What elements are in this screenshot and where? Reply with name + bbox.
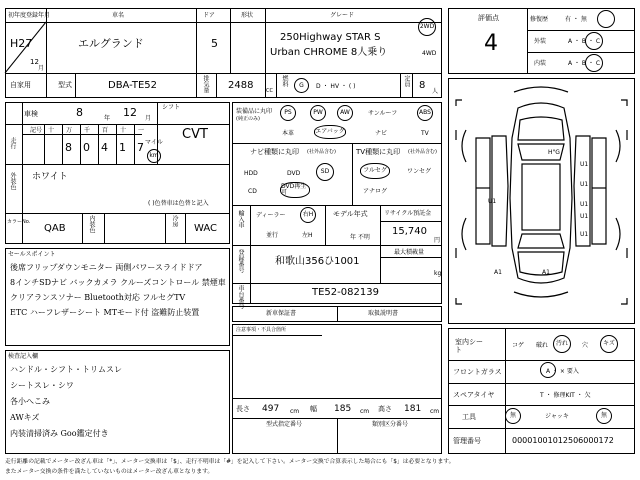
sales-point-line: クリアランスソナー Bluetooth対応 フルセグTV xyxy=(10,293,186,302)
sales-point-line: 8インチSDナビ バックカメラ クルーズコントロール 禁煙車 xyxy=(10,278,226,287)
import-label: 輸入車 xyxy=(237,210,244,228)
seat-opt-burn: コゲ xyxy=(512,342,525,349)
mark-u1-d: U1 xyxy=(580,201,589,208)
repair-options: 有 ・ 無 xyxy=(565,16,587,23)
inspector-line: 各小へこみ xyxy=(10,397,50,406)
registration-label: 登録番号 xyxy=(237,249,244,273)
drive-2wd: 2WD xyxy=(419,23,435,30)
type-spec-label: 型式指定番号 xyxy=(266,421,303,428)
load-label: 最大積載量 xyxy=(394,249,425,256)
seat-opt-scratch: キズ xyxy=(600,335,618,353)
inspection-month: 12 xyxy=(123,106,137,119)
sales-point-line: 後席フリップダウンモニター 両側パワースライドドア xyxy=(10,263,203,272)
score-value: 4 xyxy=(484,31,498,56)
grade-line1: 250Highway STAR S xyxy=(280,32,381,43)
front-glass-options: A ・ × 要入 xyxy=(546,368,579,375)
mileage-unit: 百 xyxy=(102,127,109,134)
use-value: 自家用 xyxy=(10,81,31,89)
equip-leather: 本革 xyxy=(282,130,295,137)
fuel-others: D ・ HV ・ ( ) xyxy=(316,83,356,90)
chassis-label: 車台番号 xyxy=(237,285,244,309)
manual-label: 取扱説明書 xyxy=(368,310,399,317)
drive-4wd: 4WD xyxy=(422,50,437,57)
height-value: 181 xyxy=(404,404,422,414)
equip-abs: ABS xyxy=(417,105,433,121)
footer-line2: またメーター交換の条件を満たしていないものはメーター改ざん車となります。 xyxy=(5,469,214,475)
mileage-unit: 万 xyxy=(66,127,73,134)
mileage-digit: 0 xyxy=(83,141,90,154)
width-value: 185 xyxy=(334,404,352,414)
tools-none-circle: 無 xyxy=(505,408,521,424)
aircon-value: WAC xyxy=(194,223,217,234)
load-unit: kg xyxy=(434,270,442,277)
equipment-label: 装備品に丸印 xyxy=(236,108,273,115)
grade-label: グレード xyxy=(330,12,355,19)
inspector-line: 内装清掃済み Goo鑑定付き xyxy=(10,429,109,438)
color-no-label: カラーNo. xyxy=(7,219,31,225)
shape-label: 形状 xyxy=(241,12,254,19)
mark-a1-b: A1 xyxy=(542,269,550,276)
mileage-unit: 十 xyxy=(48,127,55,134)
front-glass-label: フロントガラス xyxy=(453,368,502,376)
equip-nav: ナビ xyxy=(375,130,388,137)
fuel-label: 燃料 xyxy=(281,75,288,87)
inspection-month-unit: 月 xyxy=(145,115,152,122)
repair-label: 修復歴 xyxy=(530,16,549,23)
mileage-unit: 十 xyxy=(120,127,127,134)
capacity-unit: 人 xyxy=(432,88,439,95)
mileage-digit: 8 xyxy=(65,141,72,154)
capacity-value: 8 xyxy=(419,80,426,91)
mileage-digit: 4 xyxy=(101,141,108,154)
grade-line2: Urban CHROME 8人乗り xyxy=(270,47,388,58)
score-label: 評価点 xyxy=(478,14,499,22)
exterior-options: A ・ B ・ C xyxy=(568,38,601,45)
class-label: 類別区分番号 xyxy=(372,421,409,428)
tv-oneseg: ワンセグ xyxy=(407,168,432,175)
height-unit: cm xyxy=(430,408,440,415)
mark-u1-e: U1 xyxy=(580,213,589,220)
width-unit: cm xyxy=(360,408,370,415)
model-label: 型式 xyxy=(58,81,72,89)
seat-opt-tear: 破れ xyxy=(536,342,549,349)
mile-label: マイル xyxy=(145,139,163,146)
model-year-value: 年 不明 xyxy=(350,234,370,241)
fuel-value: G xyxy=(299,81,304,89)
nav-hdd: HDD xyxy=(244,170,258,177)
exterior-color-value: ホワイト xyxy=(32,172,68,182)
equip-aw: AW xyxy=(337,105,353,121)
equip-sunroof: サンルーフ xyxy=(368,110,398,117)
sales-point-line: ETC ハーフレザーシート MTモード付 盗難防止装置 xyxy=(10,308,200,317)
handle-left: 左H xyxy=(302,232,313,239)
length-unit: cm xyxy=(290,408,300,415)
exterior-color-note: ( )色替車は色替と記入 xyxy=(148,200,209,207)
nav-sd: SD xyxy=(316,163,334,181)
tv-analog: アナログ xyxy=(363,188,388,195)
tv-fullseg: フルセグ xyxy=(360,163,390,179)
inspection-year: 8 xyxy=(76,106,83,119)
model-value: DBA-TE52 xyxy=(108,80,158,91)
door-label: ドア xyxy=(203,12,215,19)
exterior-label: 外装 xyxy=(534,38,547,45)
nav-type-label: ナビ種類に丸印 xyxy=(250,148,299,156)
inspector-line: シートスレ・シワ xyxy=(10,381,74,390)
inspection-label: 車検 xyxy=(24,110,38,118)
inspector-label: 検査記入欄 xyxy=(8,353,39,360)
chassis-value: TE52-082139 xyxy=(312,287,379,298)
mileage-digit: 7 xyxy=(137,141,144,154)
inspector-line: AWキズ xyxy=(10,413,40,422)
mark-a1-a: A1 xyxy=(494,269,502,276)
tv-type-label: TV種類に丸印 xyxy=(356,148,401,156)
handle-right: 右H xyxy=(300,207,316,223)
fuel-g-circle xyxy=(294,78,309,93)
tools-label: 工具 xyxy=(462,413,476,421)
exterior-color-label: 外装色 xyxy=(9,172,16,190)
seat-opt-stain: 汚れ xyxy=(553,335,571,353)
first-reg-label: 初年度登録年月 xyxy=(8,12,51,19)
mileage-unit: 千 xyxy=(84,127,91,134)
equipment-sublabel: (純正のみ) xyxy=(236,116,260,122)
car-name: エルグランド xyxy=(78,37,144,50)
nav-dvd: DVD xyxy=(287,170,301,177)
seat-opt-hole: 穴 xyxy=(582,342,589,349)
new-reg-label: 新車保証書 xyxy=(266,310,297,317)
mileage-unit: 記号 xyxy=(30,127,43,134)
import-parallel: 並行 xyxy=(266,232,279,239)
mark-u1-c: U1 xyxy=(488,198,497,205)
control-no-value: 00001001012506000172 xyxy=(512,436,614,445)
door-value: 5 xyxy=(211,37,218,50)
jack-label: ジャッキ xyxy=(545,413,569,420)
registration-value: 和歌山356ひ1001 xyxy=(275,256,360,267)
exterior-b-circle xyxy=(585,32,603,50)
name-label: 車名 xyxy=(112,12,125,19)
aircon-label: 冷房 xyxy=(171,215,178,227)
equip-tv: TV xyxy=(421,130,429,137)
equip-airbag: エアバック xyxy=(314,125,346,139)
recycle-unit: 円 xyxy=(434,237,441,244)
shift-label: シフト xyxy=(162,104,181,111)
spare-tire-label: スペアタイヤ xyxy=(453,391,495,399)
interior-seats-label: 室内シート xyxy=(455,338,483,354)
mileage-digit: 1 xyxy=(119,141,126,154)
mark-u1-a: U1 xyxy=(580,161,589,168)
mileage-unit: 一 xyxy=(138,127,145,134)
km-label: km xyxy=(149,152,159,159)
length-value: 497 xyxy=(262,404,280,414)
jack-none-circle: 無 xyxy=(596,408,612,424)
interior-color-label: 内装色 xyxy=(88,215,95,233)
equip-pw: PW xyxy=(310,105,326,121)
disp-value: 2488 xyxy=(228,80,254,91)
inspector-line: ハンドル・シフト・トリムスレ xyxy=(10,365,122,374)
footer-line1: 走行距離の記載でメーター改ざん車は「*」、メーター交換車は「$」、走行不明車は「#」を記入して下さい。メーター交換で合算表示した場合にも「$」は必要となります。 xyxy=(5,459,455,465)
shift-value: CVT xyxy=(182,127,208,142)
model-year-label: モデル年式 xyxy=(333,210,368,218)
recycle-value: 15,740 xyxy=(392,226,427,237)
interior-options: A ・ B ・ C xyxy=(568,60,601,67)
car-diagram xyxy=(448,78,635,324)
tv-type-sub: (社外品含む) xyxy=(408,149,437,155)
inspection-year-unit: 年 xyxy=(104,115,111,122)
nav-cd: CD xyxy=(248,188,257,195)
first-reg-month-unit: 月 xyxy=(38,65,45,72)
length-label: 長さ xyxy=(236,405,250,413)
recycle-label: リサイクル預託金 xyxy=(384,210,432,217)
first-reg-year: H27 xyxy=(10,37,33,50)
import-dealer: ディーラー xyxy=(256,212,286,219)
interior-label: 内装 xyxy=(534,60,547,67)
spare-tire-options: T ・ 修理KIT ・ 欠 xyxy=(540,392,591,399)
width-label: 幅 xyxy=(310,405,317,413)
drive-2wd-circle xyxy=(418,18,436,36)
color-no-value: QAB xyxy=(44,223,66,234)
equip-ps: PS xyxy=(280,105,296,121)
mark-u1-f: U1 xyxy=(580,231,589,238)
first-reg-month: 12 xyxy=(30,58,39,66)
repair-none-circle xyxy=(597,10,615,28)
km-circle xyxy=(147,149,161,163)
nav-dvd-play: DVD再生可 xyxy=(280,182,310,198)
mileage-label: 走行 xyxy=(9,137,16,149)
disp-unit: CC xyxy=(266,88,273,94)
notes-header: 注意事項・不具合箇所 xyxy=(236,327,287,333)
height-label: 高さ xyxy=(378,405,392,413)
interior-b-circle xyxy=(585,54,603,72)
control-no-label: 管理番号 xyxy=(453,437,481,445)
mark-u1-b: U1 xyxy=(580,181,589,188)
nav-type-sub: (社外品含む) xyxy=(307,149,336,155)
capacity-label: 定員 xyxy=(403,75,410,87)
mark-hg: H"G xyxy=(548,149,560,156)
sales-point-label: セールスポイント xyxy=(8,251,56,258)
disp-label: 排気量 xyxy=(202,75,209,93)
